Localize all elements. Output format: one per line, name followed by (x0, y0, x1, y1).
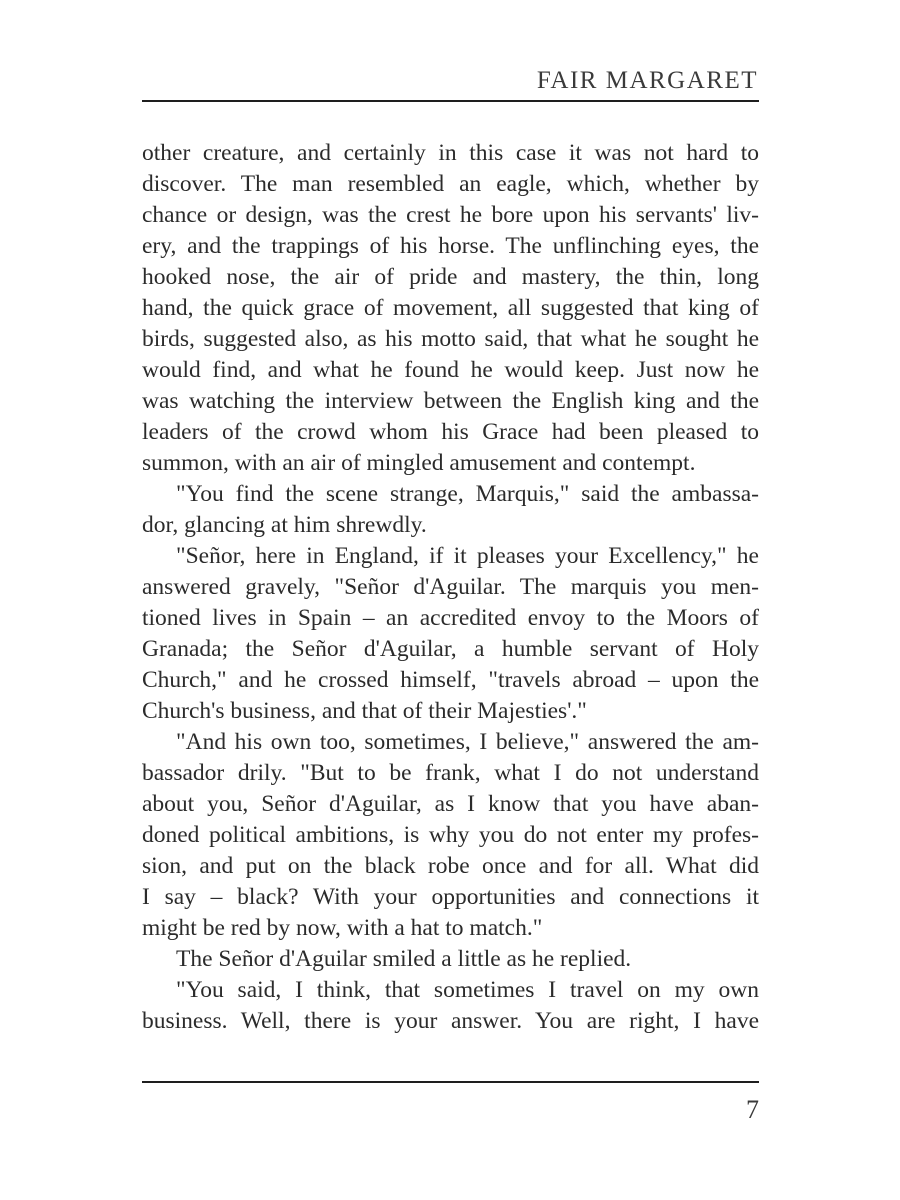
text-line: other creature, and certainly in this case it was not hard to (142, 140, 759, 166)
text-line: answered gravely, "Señor d'Aguilar. The marquis you men- (142, 574, 759, 600)
text-line: Church's business, and that of their Majesties'." (142, 698, 587, 724)
text-line: discover. The man resembled an eagle, which, whether by (142, 171, 759, 197)
text-line: leaders of the crowd whom his Grace had been pleased to (142, 419, 759, 445)
text-line: dor, glancing at him shrewdly. (142, 512, 427, 538)
text-line: "You said, I think, that sometimes I travel on my own (176, 977, 759, 1003)
text-line: hand, the quick grace of movement, all suggested that king of (142, 295, 759, 321)
header-rule (142, 100, 759, 102)
text-line: business. Well, there is your answer. You are right, I have (142, 1008, 759, 1034)
text-line: about you, Señor d'Aguilar, as I know that you have aban- (142, 791, 759, 817)
text-line: "And his own too, sometimes, I believe," answered the am- (176, 729, 759, 755)
text-line: might be red by now, with a hat to match." (142, 915, 543, 941)
text-line: tioned lives in Spain – an accredited envoy to the Moors of (142, 605, 759, 631)
text-line: ery, and the trappings of his horse. The unflinching eyes, the (142, 233, 759, 259)
body-text (142, 138, 759, 1037)
text-line: summon, with an air of mingled amusement and contempt. (142, 450, 696, 476)
text-line: was watching the interview between the English king and the (142, 388, 759, 414)
text-line: sion, and put on the black robe once and for all. What did (142, 853, 759, 879)
page-number: 7 (746, 1095, 759, 1124)
running-head-title: FAIR MARGARET (536, 67, 758, 94)
footer-rule (142, 1081, 759, 1083)
text-line: The Señor d'Aguilar smiled a little as he replied. (176, 946, 632, 972)
text-line: bassador drily. "But to be frank, what I do not understand (142, 760, 759, 786)
text-line: hooked nose, the air of pride and mastery, the thin, long (142, 264, 759, 290)
text-line: chance or design, was the crest he bore upon his servants' liv- (142, 202, 759, 228)
text-line: Church," and he crossed himself, "travels abroad – upon the (142, 667, 759, 693)
text-line: I say – black? With your opportunities and connections it (142, 884, 759, 910)
text-line: doned political ambitions, is why you do not enter my profes- (142, 822, 759, 848)
text-line: birds, suggested also, as his motto said, that what he sought he (142, 326, 759, 352)
text-line: "Señor, here in England, if it pleases your Excellency," he (176, 543, 759, 569)
text-line: "You find the scene strange, Marquis," said the ambassa- (176, 481, 759, 507)
text-line: Granada; the Señor d'Aguilar, a humble servant of Holy (142, 636, 759, 662)
text-line: would find, and what he found he would keep. Just now he (142, 357, 759, 383)
